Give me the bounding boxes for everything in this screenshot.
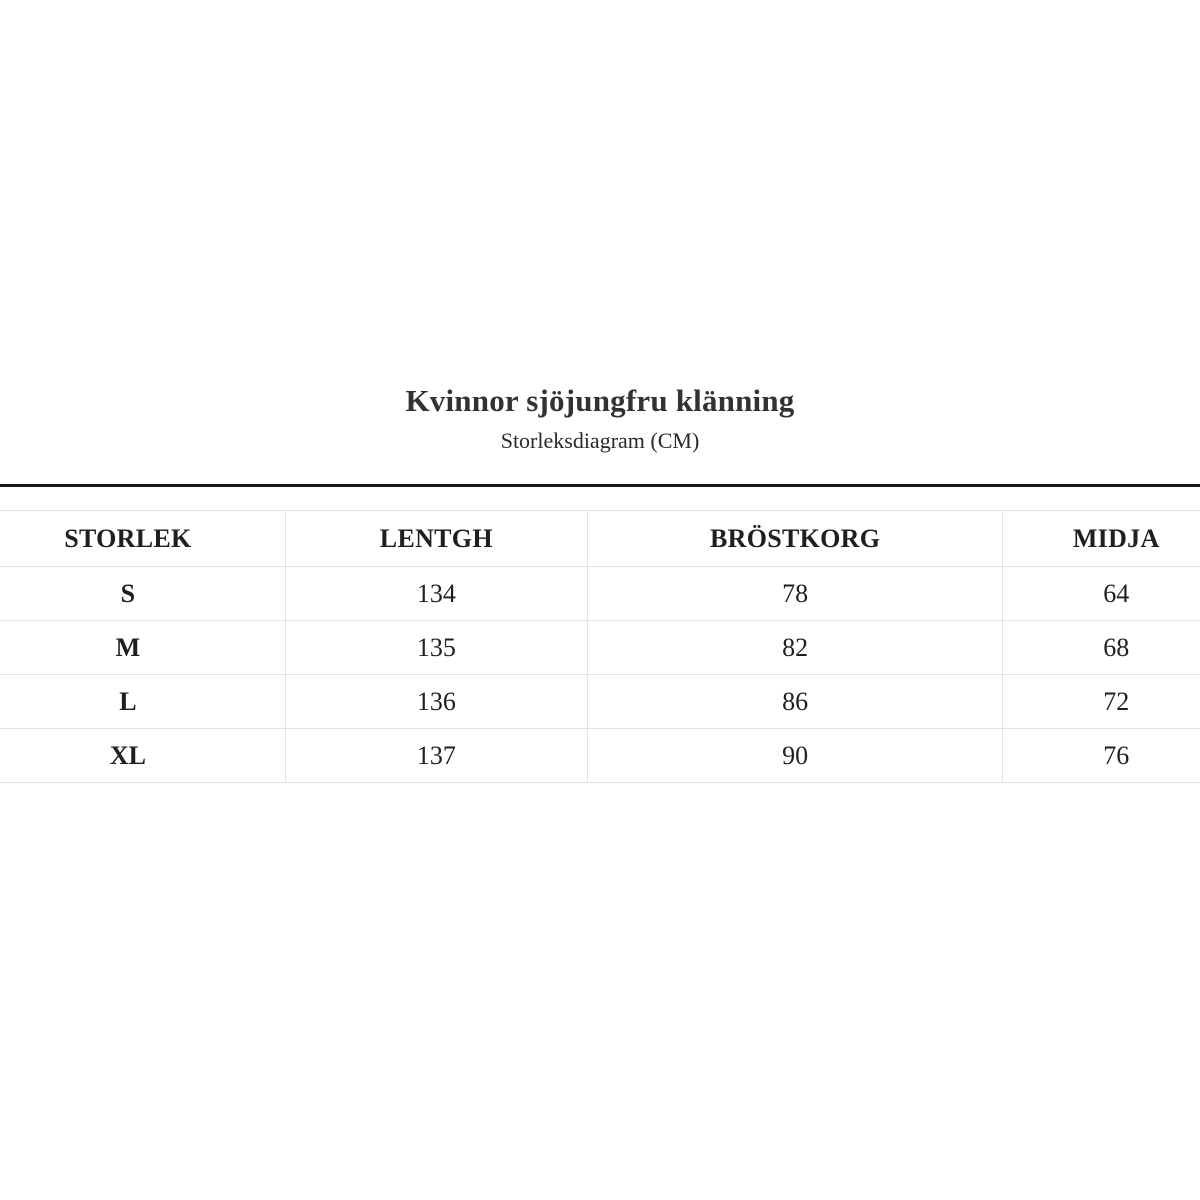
size-chart-table-wrap bbox=[0, 510, 1200, 783]
cell-l-lentgh: 136 bbox=[285, 675, 587, 729]
cell-l-midja: 72 bbox=[1003, 675, 1200, 729]
cell-s-midja: 64 bbox=[1003, 567, 1200, 621]
column-header-storlek: STORLEK bbox=[0, 511, 285, 567]
table-header-row bbox=[0, 511, 1200, 567]
cell-s-lentgh: 134 bbox=[285, 567, 587, 621]
cell-xl-lentgh: 137 bbox=[285, 729, 587, 783]
size-cell-l: L bbox=[0, 675, 285, 729]
table-row-l bbox=[0, 675, 1200, 729]
cell-xl-brostkorg: 90 bbox=[587, 729, 1002, 783]
table-row-m bbox=[0, 621, 1200, 675]
cell-xl-midja: 76 bbox=[1003, 729, 1200, 783]
column-header-lentgh: LENTGH bbox=[285, 511, 587, 567]
table-row-s bbox=[0, 567, 1200, 621]
table-row-xl bbox=[0, 729, 1200, 783]
size-cell-m: M bbox=[0, 621, 285, 675]
column-header-midja: MIDJA bbox=[1003, 511, 1200, 567]
cell-m-midja: 68 bbox=[1003, 621, 1200, 675]
page-title: Kvinnor sjöjungfru klänning bbox=[405, 383, 795, 418]
size-chart-table bbox=[0, 510, 1200, 783]
cell-m-lentgh: 135 bbox=[285, 621, 587, 675]
page-subtitle: Storleksdiagram (CM) bbox=[500, 428, 700, 453]
size-cell-s: S bbox=[0, 567, 285, 621]
divider-rule bbox=[0, 484, 1200, 487]
size-cell-xl: XL bbox=[0, 729, 285, 783]
cell-s-brostkorg: 78 bbox=[587, 567, 1002, 621]
column-header-brostkorg: BRÖSTKORG bbox=[587, 511, 1002, 567]
cell-m-brostkorg: 82 bbox=[587, 621, 1002, 675]
cell-l-brostkorg: 86 bbox=[587, 675, 1002, 729]
